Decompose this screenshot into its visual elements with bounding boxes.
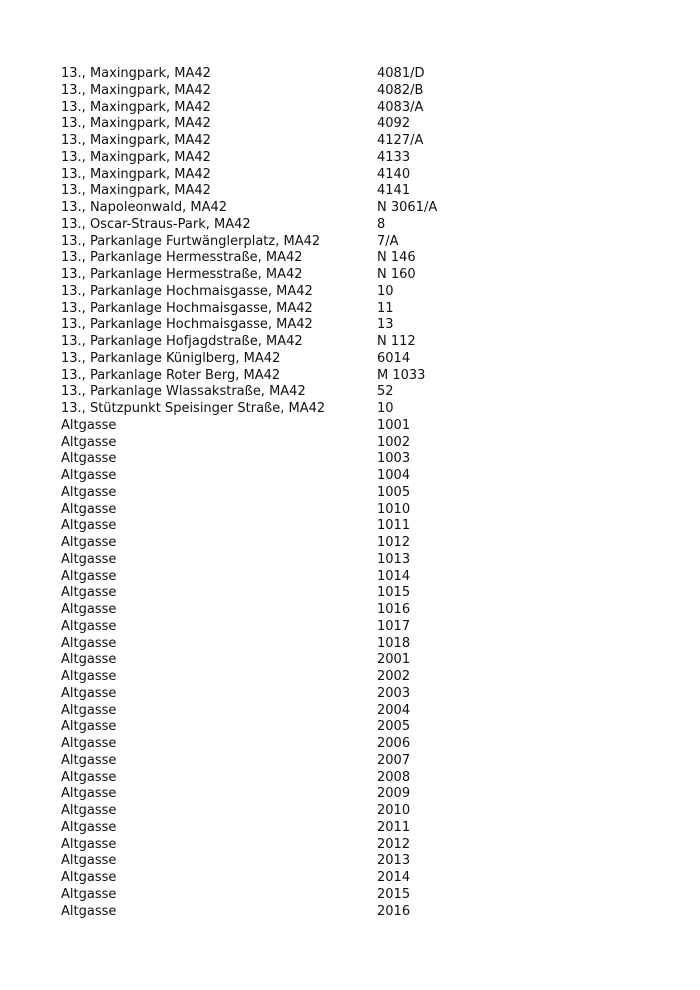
table-row [61, 150, 661, 167]
location-name-cell: 13., Maxingpark, MA42 [61, 66, 211, 81]
location-name-cell: Altgasse [61, 853, 117, 869]
location-name-cell: Altgasse [61, 535, 117, 550]
location-name-cell: Altgasse [61, 518, 117, 534]
parcel-number-cell: 2007 [377, 752, 411, 768]
table-row [61, 100, 661, 117]
location-name-cell: 13., Parkanlage Wlassakstraße, MA42 [61, 384, 306, 400]
parcel-number-cell: 2005 [377, 719, 411, 735]
table-row [61, 518, 661, 535]
table-row [61, 502, 661, 519]
parcel-number-cell: N 3061/A [377, 200, 438, 215]
location-name-cell: 13., Maxingpark, MA42 [61, 99, 211, 115]
table-row [61, 435, 661, 452]
location-name-cell: Altgasse [61, 803, 117, 818]
table-row [61, 770, 661, 787]
parcel-number-cell: 2010 [377, 803, 411, 818]
table-row [61, 887, 661, 904]
table-row [61, 652, 661, 669]
location-name-cell: 13., Parkanlage Hermesstraße, MA42 [61, 250, 303, 266]
table-row [61, 669, 661, 686]
location-name-cell: Altgasse [61, 870, 117, 885]
table-row [61, 401, 661, 418]
table-row [61, 200, 661, 217]
location-name-cell: 13., Maxingpark, MA42 [61, 116, 211, 132]
location-name-cell: Altgasse [61, 434, 117, 450]
parcel-number-cell: 2004 [377, 702, 411, 718]
parcel-number-cell: 2006 [377, 736, 411, 751]
table-row [61, 585, 661, 602]
table-row [61, 133, 661, 150]
location-name-cell: Altgasse [61, 736, 117, 751]
location-name-cell: 13., Maxingpark, MA42 [61, 133, 211, 148]
location-name-cell: Altgasse [61, 568, 117, 584]
table-row [61, 234, 661, 251]
table-row [61, 167, 661, 184]
parcel-number-cell: 8 [377, 216, 386, 232]
table-row [61, 384, 661, 401]
table-row [61, 719, 661, 736]
table-row [61, 485, 661, 502]
location-name-cell: Altgasse [61, 752, 117, 768]
table-row [61, 602, 661, 619]
parcel-number-cell: 1010 [377, 501, 411, 517]
table-row [61, 552, 661, 569]
location-name-cell: 13., Parkanlage Hochmaisgasse, MA42 [61, 283, 313, 299]
location-name-cell: 13., Parkanlage Roter Berg, MA42 [61, 367, 281, 383]
parcel-number-cell: N 146 [377, 250, 416, 266]
parcel-number-cell: 4082/B [377, 82, 424, 98]
parcel-number-cell: 1001 [377, 417, 411, 433]
parcel-number-cell: 1015 [377, 585, 411, 601]
parcel-number-cell: 4081/D [377, 66, 425, 81]
parcel-number-cell: 13 [377, 317, 394, 333]
parcel-number-cell: M 1033 [377, 367, 426, 383]
parcel-number-cell: 52 [377, 384, 394, 400]
parcel-number-cell: 1014 [377, 568, 411, 584]
parcel-number-cell: 2009 [377, 786, 411, 802]
parcel-number-cell: 10 [377, 283, 394, 299]
parcel-number-cell: 4092 [377, 116, 411, 132]
parcel-number-cell: N 112 [377, 334, 416, 349]
parcel-number-cell: 2012 [377, 836, 411, 852]
table-row [61, 334, 661, 351]
parcel-number-cell: 4127/A [377, 133, 424, 148]
table-row [61, 569, 661, 586]
parcel-number-cell: N 160 [377, 267, 416, 282]
location-name-cell: Altgasse [61, 551, 117, 567]
parcel-number-cell: 2003 [377, 685, 411, 701]
table-row [61, 535, 661, 552]
table-row [61, 301, 661, 318]
table-row [61, 736, 661, 753]
location-name-cell: Altgasse [61, 886, 117, 902]
parcel-number-cell: 2011 [377, 819, 411, 835]
listing-table [61, 66, 661, 920]
location-name-cell: Altgasse [61, 819, 117, 835]
location-name-cell: Altgasse [61, 685, 117, 701]
parcel-number-cell: 1005 [377, 484, 411, 500]
parcel-number-cell: 1018 [377, 635, 411, 651]
location-name-cell: Altgasse [61, 903, 117, 919]
location-name-cell: Altgasse [61, 484, 117, 500]
location-name-cell: Altgasse [61, 468, 117, 483]
location-name-cell: Altgasse [61, 769, 117, 785]
table-row [61, 284, 661, 301]
table-row [61, 870, 661, 887]
table-row [61, 703, 661, 720]
location-name-cell: Altgasse [61, 836, 117, 852]
table-row [61, 66, 661, 83]
table-row [61, 351, 661, 368]
table-row [61, 904, 661, 921]
table-row [61, 636, 661, 653]
parcel-number-cell: 1012 [377, 535, 411, 550]
location-name-cell: 13., Maxingpark, MA42 [61, 149, 211, 165]
location-name-cell: Altgasse [61, 451, 117, 467]
parcel-number-cell: 11 [377, 300, 394, 316]
parcel-number-cell: 1002 [377, 434, 411, 450]
parcel-number-cell: 6014 [377, 350, 411, 366]
parcel-number-cell: 4083/A [377, 99, 424, 115]
parcel-number-cell: 1004 [377, 468, 411, 483]
location-name-cell: 13., Maxingpark, MA42 [61, 166, 211, 182]
location-name-cell: 13., Parkanlage Hermesstraße, MA42 [61, 267, 303, 282]
parcel-number-cell: 7/A [377, 233, 399, 249]
table-row [61, 786, 661, 803]
table-row [61, 820, 661, 837]
table-row [61, 116, 661, 133]
location-name-cell: Altgasse [61, 635, 117, 651]
location-name-cell: Altgasse [61, 652, 117, 668]
location-name-cell: Altgasse [61, 585, 117, 601]
table-row [61, 686, 661, 703]
parcel-number-cell: 2002 [377, 669, 411, 684]
table-row [61, 183, 661, 200]
table-row [61, 83, 661, 100]
table-row [61, 619, 661, 636]
table-row [61, 837, 661, 854]
table-row [61, 317, 661, 334]
parcel-number-cell: 4140 [377, 166, 411, 182]
location-name-cell: 13., Parkanlage Küniglberg, MA42 [61, 350, 281, 366]
table-row [61, 250, 661, 267]
location-name-cell: 13., Parkanlage Furtwänglerplatz, MA42 [61, 233, 321, 249]
table-row [61, 451, 661, 468]
location-name-cell: 13., Napoleonwald, MA42 [61, 200, 228, 215]
parcel-number-cell: 1016 [377, 602, 411, 617]
parcel-number-cell: 4141 [377, 183, 411, 199]
location-name-cell: Altgasse [61, 602, 117, 617]
location-name-cell: Altgasse [61, 501, 117, 517]
parcel-number-cell: 2016 [377, 903, 411, 919]
parcel-number-cell: 2014 [377, 870, 411, 885]
parcel-number-cell: 2015 [377, 886, 411, 902]
parcel-number-cell: 2008 [377, 769, 411, 785]
table-row [61, 368, 661, 385]
location-name-cell: Altgasse [61, 417, 117, 433]
table-row [61, 468, 661, 485]
location-name-cell: 13., Maxingpark, MA42 [61, 82, 211, 98]
parcel-number-cell: 2001 [377, 652, 411, 668]
parcel-number-cell: 1017 [377, 618, 411, 634]
location-name-cell: Altgasse [61, 786, 117, 802]
table-row [61, 267, 661, 284]
parcel-number-cell: 1011 [377, 518, 411, 534]
table-row [61, 853, 661, 870]
location-name-cell: 13., Stützpunkt Speisinger Straße, MA42 [61, 401, 326, 416]
location-name-cell: 13., Parkanlage Hochmaisgasse, MA42 [61, 317, 313, 333]
table-row [61, 753, 661, 770]
location-name-cell: Altgasse [61, 618, 117, 634]
table-row [61, 803, 661, 820]
location-name-cell: 13., Parkanlage Hochmaisgasse, MA42 [61, 300, 313, 316]
parcel-number-cell: 4133 [377, 149, 411, 165]
parcel-number-cell: 10 [377, 401, 394, 416]
location-name-cell: Altgasse [61, 719, 117, 735]
location-name-cell: 13., Parkanlage Hofjagdstraße, MA42 [61, 334, 303, 349]
location-name-cell: Altgasse [61, 702, 117, 718]
parcel-number-cell: 2013 [377, 853, 411, 869]
parcel-number-cell: 1013 [377, 551, 411, 567]
table-row [61, 418, 661, 435]
parcel-number-cell: 1003 [377, 451, 411, 467]
location-name-cell: 13., Maxingpark, MA42 [61, 183, 211, 199]
location-name-cell: 13., Oscar-Straus-Park, MA42 [61, 216, 251, 232]
table-row [61, 217, 661, 234]
location-name-cell: Altgasse [61, 669, 117, 684]
